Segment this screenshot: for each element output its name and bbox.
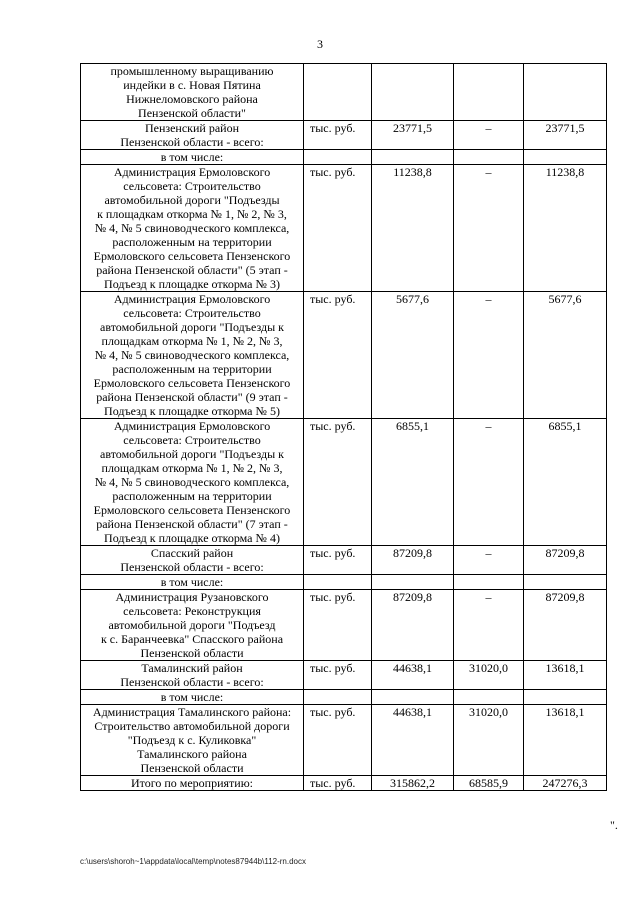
regional-value: 23771,5	[524, 121, 607, 150]
row-description: в том числе:	[81, 690, 304, 705]
regional-value	[524, 64, 607, 121]
row-description: Администрация Тамалинского района: Строительство автомобильной дороги "Подъезд к с. Куликовка" Тамалинского района Пензенской области	[81, 705, 304, 776]
unit-cell: тыс. руб.	[304, 590, 372, 661]
unit-cell: тыс. руб.	[304, 419, 372, 546]
total-value	[372, 575, 454, 590]
unit-cell: тыс. руб.	[304, 776, 372, 791]
unit-cell: тыс. руб.	[304, 292, 372, 419]
table-row	[81, 661, 607, 690]
regional-value: 87209,8	[524, 590, 607, 661]
row-description: в том числе:	[81, 150, 304, 165]
regional-value	[524, 690, 607, 705]
table-row	[81, 705, 607, 776]
row-description: Администрация Ермоловского сельсовета: Строительство автомобильной дороги "Подъезды к площадкам откорма № 1, № 2, № 3, № 4, № 5 свиноводческого комплекса, расположенным на территории Ермоловского сельсовета Пензенского района Пензенской области" (9 этап - Подъезд к площадке откорма № 5)	[81, 292, 304, 419]
federal-value	[454, 150, 524, 165]
row-description: Пензенский район Пензенской области - всего:	[81, 121, 304, 150]
total-value: 6855,1	[372, 419, 454, 546]
unit-cell: тыс. руб.	[304, 165, 372, 292]
unit-cell: тыс. руб.	[304, 661, 372, 690]
row-description: Администрация Ермоловского сельсовета: Строительство автомобильной дороги "Подъезды к площадкам откорма № 1, № 2, № 3, № 4, № 5 свиноводческого комплекса, расположенным на территории Ермоловского сельсовета Пензенского района Пензенской области" (5 этап - Подъезд к площадке откорма № 3)	[81, 165, 304, 292]
unit-cell: тыс. руб.	[304, 705, 372, 776]
federal-value: –	[454, 546, 524, 575]
unit-cell	[304, 150, 372, 165]
unit-cell	[304, 690, 372, 705]
row-description: Спасский район Пензенской области - всего:	[81, 546, 304, 575]
total-value: 315862,2	[372, 776, 454, 791]
table-row	[81, 690, 607, 705]
row-description: в том числе:	[81, 575, 304, 590]
regional-value: 247276,3	[524, 776, 607, 791]
federal-value: –	[454, 121, 524, 150]
unit-cell: тыс. руб.	[304, 546, 372, 575]
table-row	[81, 575, 607, 590]
regional-value: 13618,1	[524, 661, 607, 690]
federal-value: –	[454, 292, 524, 419]
federal-value: –	[454, 590, 524, 661]
total-value: 23771,5	[372, 121, 454, 150]
total-value: 87209,8	[372, 546, 454, 575]
federal-value	[454, 64, 524, 121]
federal-value: 31020,0	[454, 661, 524, 690]
total-value: 5677,6	[372, 292, 454, 419]
federal-value: –	[454, 419, 524, 546]
federal-value: 68585,9	[454, 776, 524, 791]
regional-value	[524, 575, 607, 590]
table-row	[81, 150, 607, 165]
unit-cell: тыс. руб.	[304, 121, 372, 150]
table-row	[81, 64, 607, 121]
row-description: Администрация Ермоловского сельсовета: Строительство автомобильной дороги "Подъезды к площадкам откорма № 1, № 2, № 3, № 4, № 5 свиноводческого комплекса, расположенным на территории Ермоловского сельсовета Пензенского района Пензенской области" (7 этап - Подъезд к площадке откорма № 4)	[81, 419, 304, 546]
row-description: Тамалинский район Пензенской области - всего:	[81, 661, 304, 690]
total-value: 44638,1	[372, 661, 454, 690]
table-row	[81, 165, 607, 292]
federal-value: –	[454, 165, 524, 292]
total-value: 87209,8	[372, 590, 454, 661]
closing-quote-mark: ".	[610, 818, 618, 832]
footer-file-path: c:\users\shoroh~1\appdata\local\temp\notes87944b\112-rn.docx	[80, 857, 306, 866]
regional-value: 87209,8	[524, 546, 607, 575]
regional-value: 6855,1	[524, 419, 607, 546]
page-number: 3	[317, 37, 323, 51]
table-row	[81, 546, 607, 575]
table-row	[81, 590, 607, 661]
table-row	[81, 419, 607, 546]
regional-value: 5677,6	[524, 292, 607, 419]
table-row	[81, 121, 607, 150]
total-value: 11238,8	[372, 165, 454, 292]
total-value: 44638,1	[372, 705, 454, 776]
budget-table	[80, 63, 607, 791]
federal-value	[454, 690, 524, 705]
table-row	[81, 292, 607, 419]
unit-cell	[304, 575, 372, 590]
table-row	[81, 776, 607, 791]
regional-value: 13618,1	[524, 705, 607, 776]
total-value	[372, 690, 454, 705]
row-description: Администрация Рузановского сельсовета: Реконструкция автомобильной дороги "Подъезд к с. Баранчеевка" Спасского района Пензенской области	[81, 590, 304, 661]
federal-value	[454, 575, 524, 590]
total-value	[372, 150, 454, 165]
total-value	[372, 64, 454, 121]
federal-value: 31020,0	[454, 705, 524, 776]
row-description: Итого по мероприятию:	[81, 776, 304, 791]
regional-value	[524, 150, 607, 165]
row-description: промышленному выращиванию индейки в с. Новая Пятина Нижнеломовского района Пензенской области"	[81, 64, 304, 121]
regional-value: 11238,8	[524, 165, 607, 292]
unit-cell	[304, 64, 372, 121]
